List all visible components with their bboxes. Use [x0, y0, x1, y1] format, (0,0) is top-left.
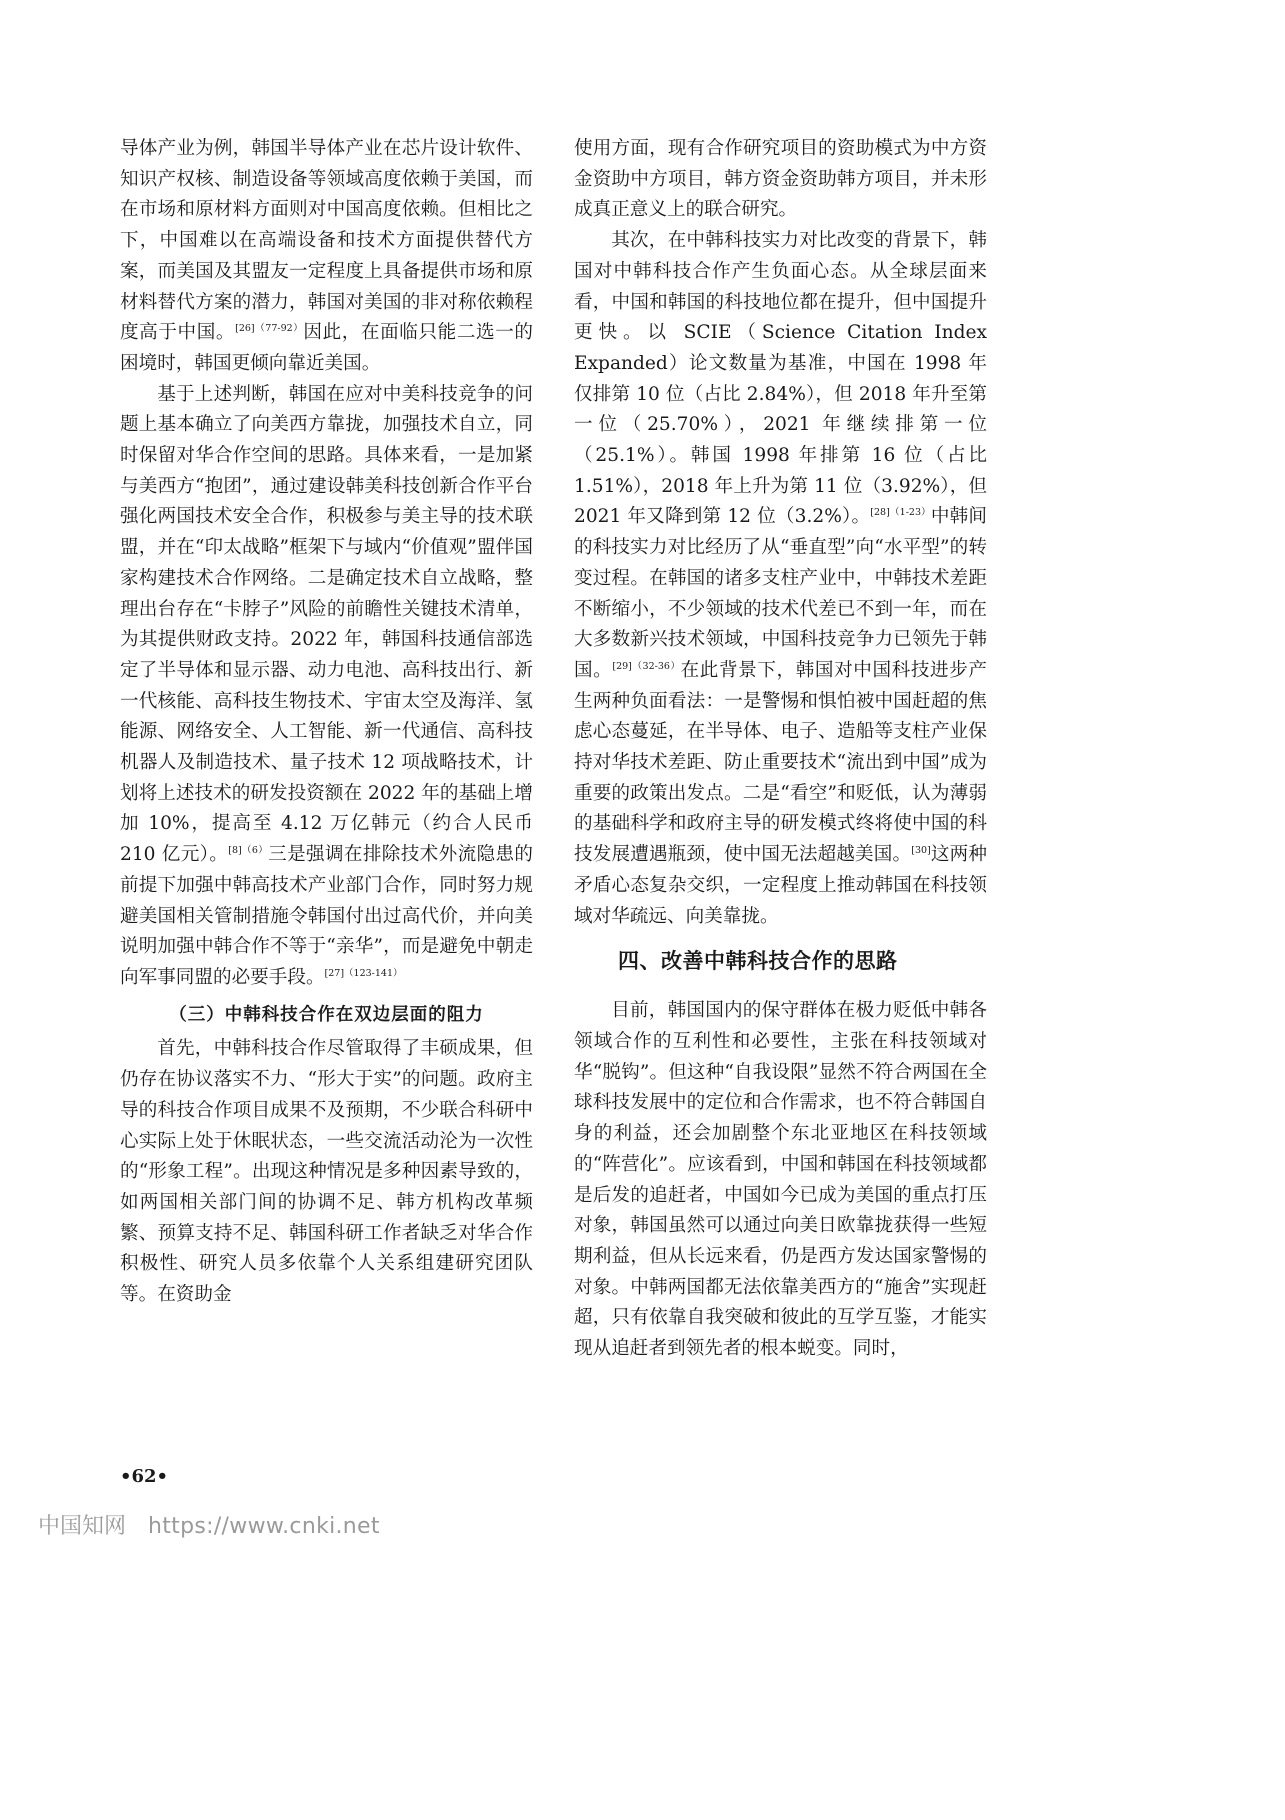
paragraph [120, 134, 533, 380]
left-column [120, 134, 533, 1311]
citation: [27]（123-141） [324, 967, 403, 979]
citation: [28]（1-23） [870, 507, 931, 519]
paragraph [574, 134, 987, 226]
paragraph-text: 目前，韩国国内的保守群体在极力贬低中韩各领域合作的互利性和必要性，主张在科技领域对华“脱钩”。但这种“自我设限”显然不符合两国在全球科技发展中的定位和合作需求，也不符合韩国自身的利益，还会加剧整个东北亚地区在科技领域的“阵营化”。应该看到，中国和韩国在科技领域都是后发的追赶者，中国如今已成为美国的重点打压对象，韩国虽然可以通过向美日欧靠拢获得一些短期利益，但从长远来看，仍是西方发达国家警惕的对象。中韩两国都无法依靠美西方的“施舍”实现赶超，只有依靠自我突破和彼此的互学互鉴，才能实现从追赶者到领先者的根本蜕变。同时， [574, 1000, 987, 1360]
cnki-watermark [38, 1509, 380, 1540]
paragraph-text: 中韩间的科技实力对比经历了从“垂直型”向“水平型”的转变过程。在韩国的诸多支柱产业中，中韩技术差距不断缩小，不少领域的技术代差已不到一年，而在大多数新兴技术领域，中国科技竞争力已领先于韩国。 [574, 506, 987, 681]
page-number: •62• [120, 1466, 169, 1487]
paragraph [574, 226, 987, 932]
citation: [30] [911, 845, 931, 857]
citation: [29]（32-36） [612, 660, 681, 672]
paragraph [120, 380, 533, 994]
citation: [26]（77-92） [235, 323, 304, 335]
watermark-url: https://www.cnki.net [148, 1514, 380, 1539]
paragraph-text: 首先，中韩科技合作尽管取得了丰硕成果，但仍存在协议落实不力、“形大于实”的问题。政府主导的科技合作项目成果不及预期，不少联合科研中心实际上处于休眠状态，一些交流活动沦为一次性的“形象工程”。出现这种情况是多种因素导致的，如两国相关部门间的协调不足、韩方机构改革频繁、预算支持不足、韩国科研工作者缺乏对华合作积极性、研究人员多依靠个人关系组建研究团队等。在资助金 [120, 1038, 533, 1306]
subsection-heading: （三）中韩科技合作在双边层面的阻力 [169, 1004, 484, 1025]
paragraph [574, 996, 987, 1364]
citation: [8]（6） [228, 845, 269, 857]
paragraph-text: 因此，在面临只能二选一的困境时，韩国更倾向靠近美国。 [120, 322, 533, 374]
paragraph-text: 其次，在中韩科技实力对比改变的背景下，韩国对中韩科技合作产生负面心态。从全球层面来看，中国和韩国的科技地位都在提升，但中国提升更快。以 SCIE（Science Citation Index Expanded）论文数量为基准，中国在 1998 年仅排第 10 位（占比 2.84%），但 2018 年升至第一位（25.70%），2021 年继续排第一位（25.1%）。韩国 1998 年排第 16 位（占比 1.51%），2018 年上升为第 11 位（3.92%），但 2021 年又降到第 12 位（3.2%）。 [574, 230, 987, 528]
right-column [574, 134, 987, 1365]
paragraph-text: 导体产业为例，韩国半导体产业在芯片设计软件、知识产权核、制造设备等领域高度依赖于美国，而在市场和原材料方面则对中国高度依赖。但相比之下，中国难以在高端设备和技术方面提供替代方案，而美国及其盟友一定程度上具备提供市场和原材料替代方案的潜力，韩国对美国的非对称依赖程度高于中国。 [120, 138, 533, 344]
section-heading: 四、改善中韩科技合作的思路 [618, 949, 898, 974]
paragraph-text: 基于上述判断，韩国在应对中美科技竞争的问题上基本确立了向美西方靠拢，加强技术自立，同时保留对华合作空间的思路。具体来看，一是加紧与美西方“抱团”，通过建设韩美科技创新合作平台强化两国技术安全合作，积极参与美主导的技术联盟，并在“印太战略”框架下与域内“价值观”盟伴国家构建技术合作网络。二是确定技术自立战略，整理出台存在“卡脖子”风险的前瞻性关键技术清单，为其提供财政支持。2022 年，韩国科技通信部选定了半导体和显示器、动力电池、高科技出行、新一代核能、高科技生物技术、宇宙太空及海洋、氢能源、网络安全、人工智能、新一代通信、高科技机器人及制造技术、量子技术 12 项战略技术，计划将上述技术的研发投资额在 2022 年的基础上增加 10%，提高至 4.12 万亿韩元（约合人民币 210 亿元）。 [120, 383, 533, 866]
paragraph-text: 这两种矛盾心态复杂交织，一定程度上推动韩国在科技领域对华疏远、向美靠拢。 [574, 844, 987, 927]
paragraph-text: 三是强调在排除技术外流隐患的前提下加强中韩高技术产业部门合作，同时努力规避美国相关管制措施令韩国付出过高代价，并向美说明加强中韩合作不等于“亲华”，而是避免中朝走向军事同盟的必要手段。 [120, 844, 533, 988]
paragraph-text: 在此背景下，韩国对中国科技进步产生两种负面看法：一是警惕和惧怕被中国赶超的焦虑心态蔓延，在半导体、电子、造船等支柱产业保持对华技术差距、防止重要技术“流出到中国”成为重要的政策出发点。二是“看空”和贬低，认为薄弱的基础科学和政府主导的研发模式终将使中国的科技发展遭遇瓶颈，使中国无法超越美国。 [574, 659, 987, 866]
watermark-brand: 中国知网 [38, 1514, 127, 1539]
paragraph [120, 1034, 533, 1310]
paragraph-text: 使用方面，现有合作研究项目的资助模式为中方资金资助中方项目，韩方资金资助韩方项目，并未形成真正意义上的联合研究。 [574, 138, 987, 221]
